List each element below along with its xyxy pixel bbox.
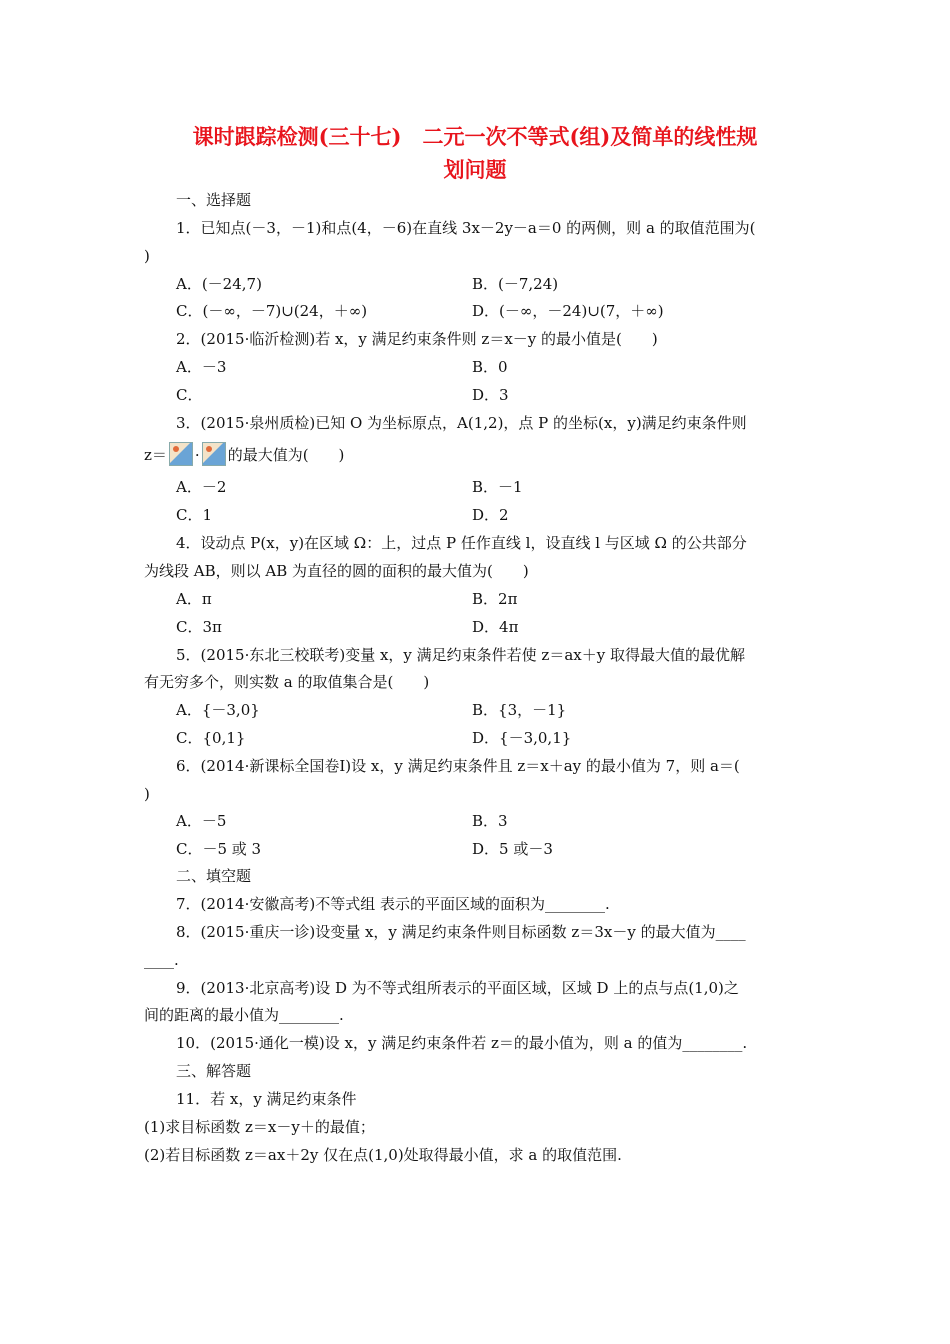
text-line: 5．(2015·东北三校联考)变量 x，y 满足约束条件若使 z＝ax＋y 取得最大值的最优解 bbox=[176, 646, 745, 664]
text-line: B．0 bbox=[472, 358, 508, 376]
text-line: A．{－3,0} bbox=[176, 701, 260, 719]
text-line: 7．(2014·安徽高考)不等式组 表示的平面区域的面积为________. bbox=[176, 895, 610, 913]
text-line: (2)若目标函数 z＝ax＋2y 仅在点(1,0)处取得最小值，求 a 的取值范围. bbox=[144, 1146, 622, 1164]
text-line: ) bbox=[144, 785, 150, 803]
text-line: 一、选择题 bbox=[176, 191, 252, 209]
text-line: C．(－∞，－7)∪(24，＋∞) bbox=[176, 302, 368, 320]
text-line: C．1 bbox=[176, 506, 213, 524]
text-line: D．4π bbox=[472, 618, 519, 636]
text-line: 有无穷多个，则实数 a 的取值集合是( ) bbox=[144, 673, 430, 691]
text-line: D．5 或－3 bbox=[472, 840, 553, 858]
q3-formula-line bbox=[144, 442, 344, 466]
text-line: D．(－∞，－24)∪(7，＋∞) bbox=[472, 302, 664, 320]
text-line: 11．若 x，y 满足约束条件 bbox=[176, 1090, 357, 1108]
image-placeholder-icon bbox=[202, 442, 226, 466]
text-line: B．(－7,24) bbox=[472, 275, 559, 293]
text-line: A．－3 bbox=[176, 358, 227, 376]
text-line: 3．(2015·泉州质检)已知 O 为坐标原点，A(1,2)，点 P 的坐标(x，y)满足约束条件则 bbox=[176, 414, 747, 432]
q3-dot: · bbox=[194, 446, 200, 464]
text-line: C．－5 或 3 bbox=[176, 840, 262, 858]
text-line: A．－5 bbox=[176, 812, 227, 830]
text-line: D．3 bbox=[472, 386, 509, 404]
text-line: 8．(2015·重庆一诊)设变量 x，y 满足约束条件则目标函数 z＝3x－y 的最大值为____ bbox=[176, 923, 746, 941]
text-line: ____. bbox=[144, 951, 179, 969]
text-line: B．3 bbox=[472, 812, 508, 830]
q3-prefix: z＝ bbox=[144, 446, 167, 464]
text-line: (1)求目标函数 z＝x－y＋的最值； bbox=[144, 1118, 375, 1136]
text-line: B．－1 bbox=[472, 478, 523, 496]
page-title-line1: 课时跟踪检测(三十七) 二元一次不等式(组)及简单的线性规 bbox=[192, 124, 758, 149]
text-line: B．{3，－1} bbox=[472, 701, 567, 719]
page-title-line2: 划问题 bbox=[443, 157, 507, 182]
text-line: C． bbox=[176, 386, 203, 404]
text-line: A．π bbox=[176, 590, 212, 608]
text-line: 间的距离的最小值为________. bbox=[144, 1006, 344, 1024]
text-line: 2．(2015·临沂检测)若 x，y 满足约束条件则 z＝x－y 的最小值是( ) bbox=[176, 330, 658, 348]
text-line: 6．(2014·新课标全国卷Ⅰ)设 x，y 满足约束条件且 z＝x＋ay 的最小值为 7，则 a＝( bbox=[176, 757, 740, 775]
text-line: A．－2 bbox=[176, 478, 227, 496]
text-line: 三、解答题 bbox=[176, 1062, 252, 1080]
text-line: 为线段 AB，则以 AB 为直径的圆的面积的最大值为( ) bbox=[144, 562, 529, 580]
text-line: 9．(2013·北京高考)设 D 为不等式组所表示的平面区域，区域 D 上的点与点(1,0)之 bbox=[176, 979, 739, 997]
text-line: 4．设动点 P(x，y)在区域 Ω：上，过点 P 任作直线 l，设直线 l 与区域 Ω 的公共部分 bbox=[176, 534, 747, 552]
text-line: C．3π bbox=[176, 618, 222, 636]
text-line: C．{0,1} bbox=[176, 729, 246, 747]
text-line: D．2 bbox=[472, 506, 509, 524]
text-line: 二、填空题 bbox=[176, 867, 252, 885]
image-placeholder-icon bbox=[169, 442, 193, 466]
text-line: A．(－24,7) bbox=[176, 275, 262, 293]
text-line: 1．已知点(－3，－1)和点(4，－6)在直线 3x－2y－a＝0 的两侧，则 a 的取值范围为( bbox=[176, 219, 756, 237]
q3-suffix: 的最大值为( ) bbox=[227, 446, 345, 464]
text-line: B．2π bbox=[472, 590, 518, 608]
text-line: 10．(2015·通化一模)设 x，y 满足约束条件若 z＝的最小值为，则 a 的值为________. bbox=[176, 1034, 748, 1052]
text-line: D．{－3,0,1} bbox=[472, 729, 572, 747]
text-line: ) bbox=[144, 247, 150, 265]
